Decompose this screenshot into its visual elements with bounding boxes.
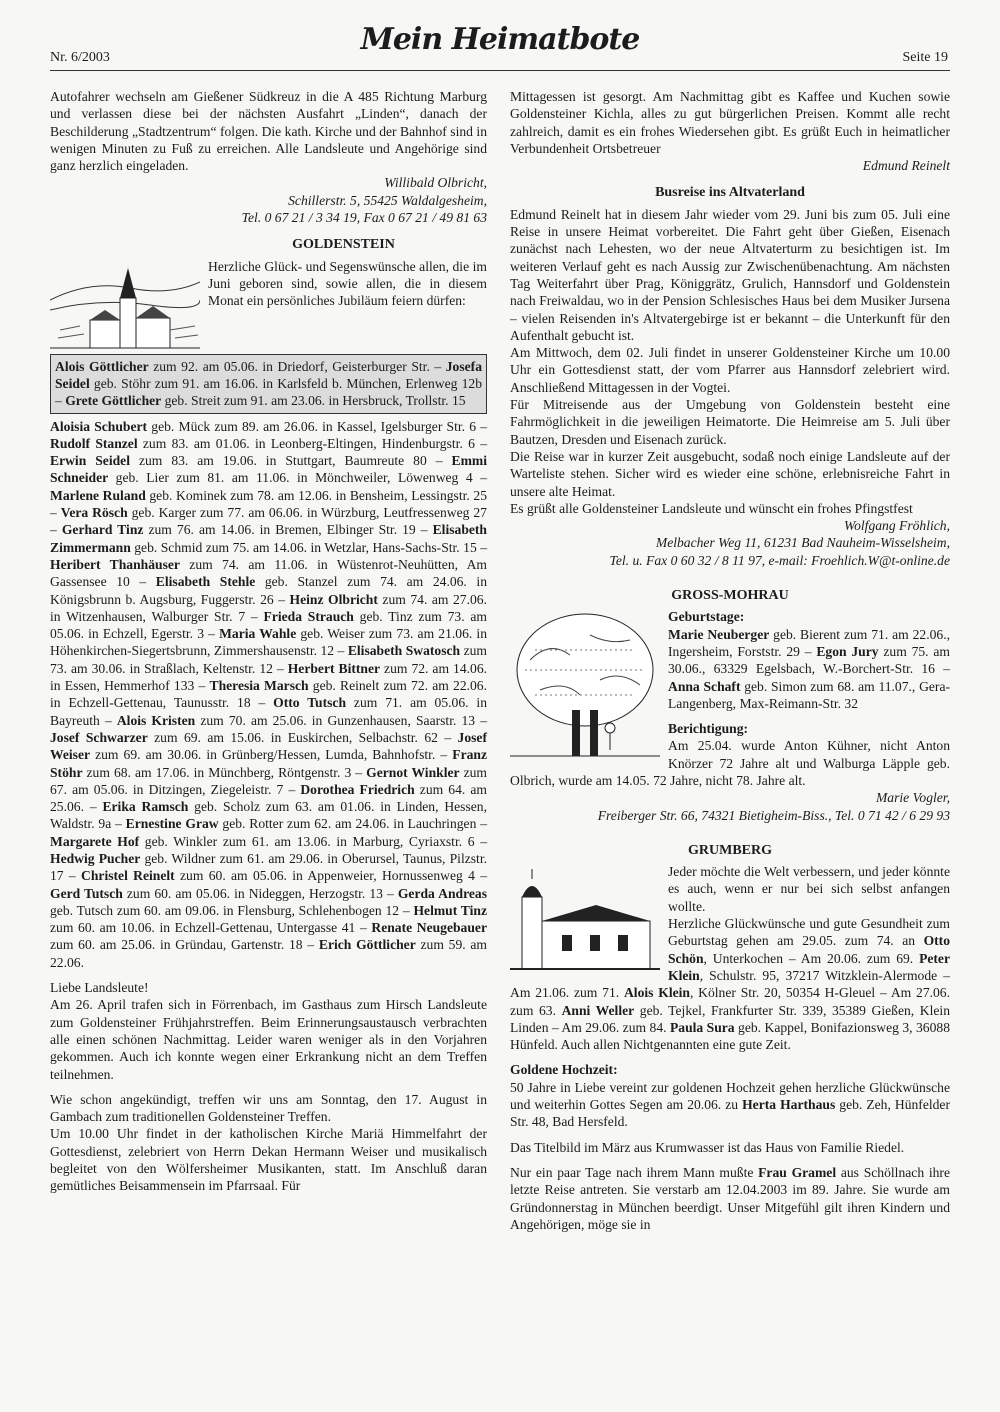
header-rule <box>50 70 950 71</box>
birthday-list: Marie Neuberger geb. Bierent zum 71. am 22.06., Ingersheim, Forststr. 29 – Egon Jury zum 75. am 30.06., 63329 Egelsbach, W.-Borchert-Str. 16 – Anna Schaft geb. Simon zum 68. am 11.07., Gera-Langenberg, Max-Reimann-Str. 32 <box>668 626 951 711</box>
column-left <box>50 88 487 1195</box>
paragraph: Mittagessen ist gesorgt. Am Nachmittag gibt es Kaffee und Kuchen sowie Goldensteiner Kichla, alles zu gut bürgerlichen Preisen. Kommt alle recht zahlreich, damit es ein frohes Wiedersehen gibt. Es grüßt Euch in heimatlicher Verbundenheit Ortsbetreuer <box>510 89 950 156</box>
jubilee-box <box>50 354 487 414</box>
signature-line: Marie Vogler, <box>875 790 950 806</box>
person-name: Alois Göttlicher <box>55 358 149 374</box>
masthead-logo: Mein Heimatbote <box>360 22 640 57</box>
signature-line: Edmund Reinelt <box>862 158 950 174</box>
church-illustration <box>510 865 660 975</box>
entry-text: zum 92. am 05.06. in Driedorf, Geisterburger Str. – <box>148 358 446 374</box>
signature-line: Schillerstr. 5, 55425 Waldalgesheim, <box>288 192 487 208</box>
entry-text: geb. Streit zum 91. am 23.06. in Hersbruck, Trollstr. 15 <box>161 393 466 409</box>
section-heading-grumberg: GRUMBERG <box>688 842 772 858</box>
birthday-list: Herzliche Glückwünsche und gute Gesundheit zum Geburtstag gehen am 29.05. zum 74. an Otto Schön, Unterkochen – Am 20.06. zum 69. Peter Klein, Schulstr. 95, 37217 Witzklein-Alermode – Am 21.06. zum 71. Alois Klein, Kölner Str. 20, 50354 H-Gleuel – Am 27.06. zum 63. Anni Weller geb. Tejkel, Frankfurter Str. 339, 35389 Gießen, Klein Linden – Am 29.06. zum 84. Paula Sura geb. Kappel, Bonifazionsweg 3, 36088 Hünfeld. Auch allen Nichtgenannten eine gute Zeit. <box>510 916 951 1053</box>
issue-number: Nr. 6/2003 <box>50 50 110 65</box>
signature-line: Tel. u. Fax 0 60 32 / 8 11 97, e-mail: Froehlich.W@t-online.de <box>609 552 950 568</box>
intro-text: Autofahrer wechseln am Gießener Südkreuz in die A 485 Richtung Marburg und verlassen diese bei der nächsten Ausfahrt „Linden“, danach der Beschilderung „Stadtzentrum“ folgen. Die kath. Kirche und der Bahnhof sind in wenigen Minuten zu Fuß zu erreichen. Alle Landsleute und Angehörige sind ganz herzlich eingeladen. <box>50 89 487 174</box>
section-heading-gross-mohrau: GROSS-MOHRAU <box>671 588 789 604</box>
subheading-birthdays: Geburtstage: <box>668 609 745 625</box>
paragraph: Wie schon angekündigt, treffen wir uns am Sonntag, den 17. August in Gambach zum traditionellen Goldensteiner Treffen. <box>50 1091 487 1125</box>
paragraph: Um 10.00 Uhr findet in der katholischen Kirche Mariä Himmelfahrt der Gottesdienst, zelebriert von Herrn Dekan Hermann Weiser und musikalisch begleitet von den Wölfersheimer Musikanten, statt. Im Anschluß daran gemütliches Beisammensein im Pfarrsaal. Für <box>50 1126 487 1194</box>
salutation: Liebe Landsleute! <box>50 980 149 996</box>
entry-text: geb. Stöhr zum 91. am 16.06. in Karlsfeld b. München, Erlenweg 12b – <box>55 375 482 409</box>
paragraph: Am Mittwoch, dem 02. Juli findet in unserer Goldensteiner Kirche um 10.00 Uhr ein Gottesdienst statt, der vom Pfarrer aus Hannsdorf zelebriert wird. Anschließend Mittagessen in der Vogtei. <box>510 345 950 395</box>
paragraph: Nur ein paar Tage nach ihrem Mann mußte Frau Gramel aus Schöllnach ihre letzte Reise antreten. Sie verstarb am 12.04.2003 im 89. Jahre. Sie wurde am Gründonnerstag in München beerdigt. Unser Mitgefühl gilt ihren Kindern und Angehörigen, möge sie in <box>510 1164 950 1232</box>
goldenstein-illustration <box>50 260 200 352</box>
greeting-text: Herzliche Glück- und Segenswünsche allen, die im Juni geboren sind, sowie allen, die in diesem Monat ein persönliches Jubiläum feiern dürfen: <box>208 258 487 309</box>
person-name: Josefa Seidel <box>55 358 482 391</box>
signature-line: Tel. 0 67 21 / 3 34 19, Fax 0 67 21 / 49 81 63 <box>241 210 487 226</box>
tree-illustration <box>510 610 660 760</box>
quote-text: Jeder möchte die Welt verbessern, und jeder könnte es auch, wenn er nur bei sich selbst anfangen wollte. <box>668 864 950 914</box>
paragraph: Edmund Reinelt hat in diesem Jahr wieder vom 29. Juni bis zum 05. Juli eine Reise in unsere Heimat vorbereitet. Die Fahrt geht über Gießen, Eisenach zunächst nach Lehesten, wo der neue Altvaterturm zu besichtigen ist. Im weiteren Verlauf geht es nach Aussig zur Zwischenübenachtung. Am nächsten Tag Weiterfahrt über Prag, Königgrätz, Grulich, Hannsdorf und Goldenstein nach Freiwaldau, wo in der Pension Schlesisches Haus bei dem Musiker Jursena – vielen Reisenden in's Altvatergebirge ist er bekannt – die Unterkunft für den Aufenthalt gebucht ist. <box>510 206 950 343</box>
paragraph: Die Reise war in kurzer Zeit ausgebucht, sodaß noch einige Landsleute auf der Warteliste stehen. Sicher wird es wieder eine schöne, erlebnisreiche Fahrt in unsere alte Heimat. <box>510 448 950 499</box>
paragraph: Es grüßt alle Goldensteiner Landsleute und wünscht ein frohes Pfingstfest <box>510 500 913 516</box>
signature-line: Wolfgang Fröhlich, <box>844 518 950 534</box>
signature-line: Willibald Olbricht, <box>384 175 487 191</box>
subheading-golden-wedding: Goldene Hochzeit: <box>510 1062 618 1078</box>
column-right <box>510 88 950 1233</box>
paragraph: Am 25.04. wurde Anton Kühner, nicht Anton Knörzer 72 Jahre alt und Walburga Läpple geb. Olbrich, wurde am 14.05. 72 Jahre, nicht 78. Jahre alt. <box>510 738 950 788</box>
paragraph: 50 Jahre in Liebe vereint zur goldenen Hochzeit gehen herzliche Glückwünsche und weiterhin Gottes Segen am 20.06. zu Herta Harthaus geb. Zeh, Hünfelder Str. 48, Bad Hersfeld. <box>510 1079 950 1130</box>
birthday-list: Aloisia Schubert geb. Mück zum 89. am 26.06. in Kassel, Igelsburger Str. 6 – Rudolf Stanzel zum 83. am 01.06. in Leonberg-Eltingen, Hindenburgstr. 6 – Erwin Seidel zum 83. am 19.06. in Stuttgart, Baumreute 80 – Emmi Schneider geb. Lier zum 81. am 11.06. in Mönchweiler, Löwenweg 4 – Marlene Ruland geb. Kominek zum 78. am 12.06. in Bensheim, Lessingstr. 25 – Vera Rösch geb. Karger zum 77. am 06.06. in Würzburg, Leutfressenweg 27 – Gerhard Tinz zum 76. am 14.06. in Bremen, Elbinger Str. 19 – Elisabeth Zimmermann geb. Schmid zum 75. am 14.06. in Wetzlar, Hans-Sachs-Str. 15 – Heribert Thanhäuser zum 74. am 11.06. in Wüstenrot-Neuhütten, Am Gassensee 10 – Elisabeth Stehle geb. Stanzel zum 74. am 24.06. in Königsbrunn b. Augsburg, Fuggerstr. 26 – Heinz Olbricht zum 74. am 27.06. in Witzenhausen, Walburger Str. 7 – Frieda Strauch geb. Tinz zum 73. am 05.06. in Echzell, Egerstr. 3 – Maria Wahle geb. Weiser zum 73. am 21.06. in Höhenkirchen-Siegertsbrunn, Zimmershausenstr. 12 – Elisabeth Swatosch zum 73. am 30.06. in Straßlach, Keltenstr. 12 – Herbert Bittner zum 72. am 14.06. in Essen, Hemmerhof 133 – Theresia Marsch geb. Reinelt zum 72. am 22.06. in Echzell-Gettenau, Taunusstr. 18 – Otto Tutsch zum 71. am 05.06. in Bayreuth – Alois Kristen zum 70. am 25.06. in Gunzenhausen, Saarstr. 13 – Josef Schwarzer zum 69. am 15.06. in Euskirchen, Selbachstr. 62 – Josef Weiser zum 69. am 30.06. in Grünberg/Hessen, Lumda, Bahnhofstr. – Franz Stöhr zum 68. am 17.06. in Münchberg, Röntgenstr. 3 – Gernot Winkler zum 67. am 05.06. in Ditzingen, Ziegeleistr. 7 – Dorothea Friedrich zum 64. am 25.06. – Erika Ramsch geb. Scholz zum 63. am 01.06. in Linden, Hessen, Waldstr. 9a – Ernestine Graw geb. Rotter zum 62. am 24.06. in Lauchringen – Margarete Hof geb. Winkler zum 61. am 13.06. in Marburg, Cyriaxstr. 6 – Hedwig Pucher geb. Wildner zum 61. am 29.06. in Oberursel, Taunus, Pilzstr. 17 – Christel Reinelt zum 60. am 05.06. in Appenweier, Hornussenweg 4 – Gerd Tutsch zum 60. am 05.06. in Nideggen, Herzogstr. 13 – Gerda Andreas geb. Tutsch zum 60. am 09.06. in Flensburg, Schlehenbogen 12 – Helmut Tinz zum 60. am 10.06. in Echzell-Gettenau, Untergasse 41 – Renate Neugebauer zum 60. am 25.06. in Gründau, Gartenstr. 18 – Erich Göttlicher zum 59. am 22.06. <box>50 418 488 970</box>
page-number: Seite 19 <box>902 50 948 65</box>
signature-line: Melbacher Weg 11, 61231 Bad Nauheim-Wisselsheim, <box>655 535 950 551</box>
paragraph: Das Titelbild im März aus Krumwasser ist das Haus von Familie Riedel. <box>510 1139 905 1155</box>
person-name: Grete Göttlicher <box>65 393 162 409</box>
section-heading-busreise: Busreise ins Altvaterland <box>655 185 805 201</box>
paragraph: Für Mitreisende aus der Umgebung von Goldenstein besteht eine Fahrmöglichkeit in die jeweiligen Heimatorte. Die Heimreise am 5. Juli über Bautzen, Dresden und Eisenach zurück. <box>510 397 950 447</box>
subheading-correction: Berichtigung: <box>668 721 749 737</box>
paragraph: Am 26. April trafen sich in Förrenbach, im Gasthaus zum Hirsch Landsleute zum Goldensteiner Frühjahrstreffen. Beim Erinnerungsaustausch verbrachten alle einen schönen Nachmittag. Leider waren weniger als in den Vorjahren gekommen. Auch ich konnte wegen einer Erkrankung nicht an dem Treffen teilnehmen. <box>50 997 487 1082</box>
section-heading-goldenstein: GOLDENSTEIN <box>292 237 395 253</box>
signature-line: Freiberger Str. 66, 74321 Bietigheim-Biss., Tel. 0 71 42 / 6 29 93 <box>597 807 950 823</box>
